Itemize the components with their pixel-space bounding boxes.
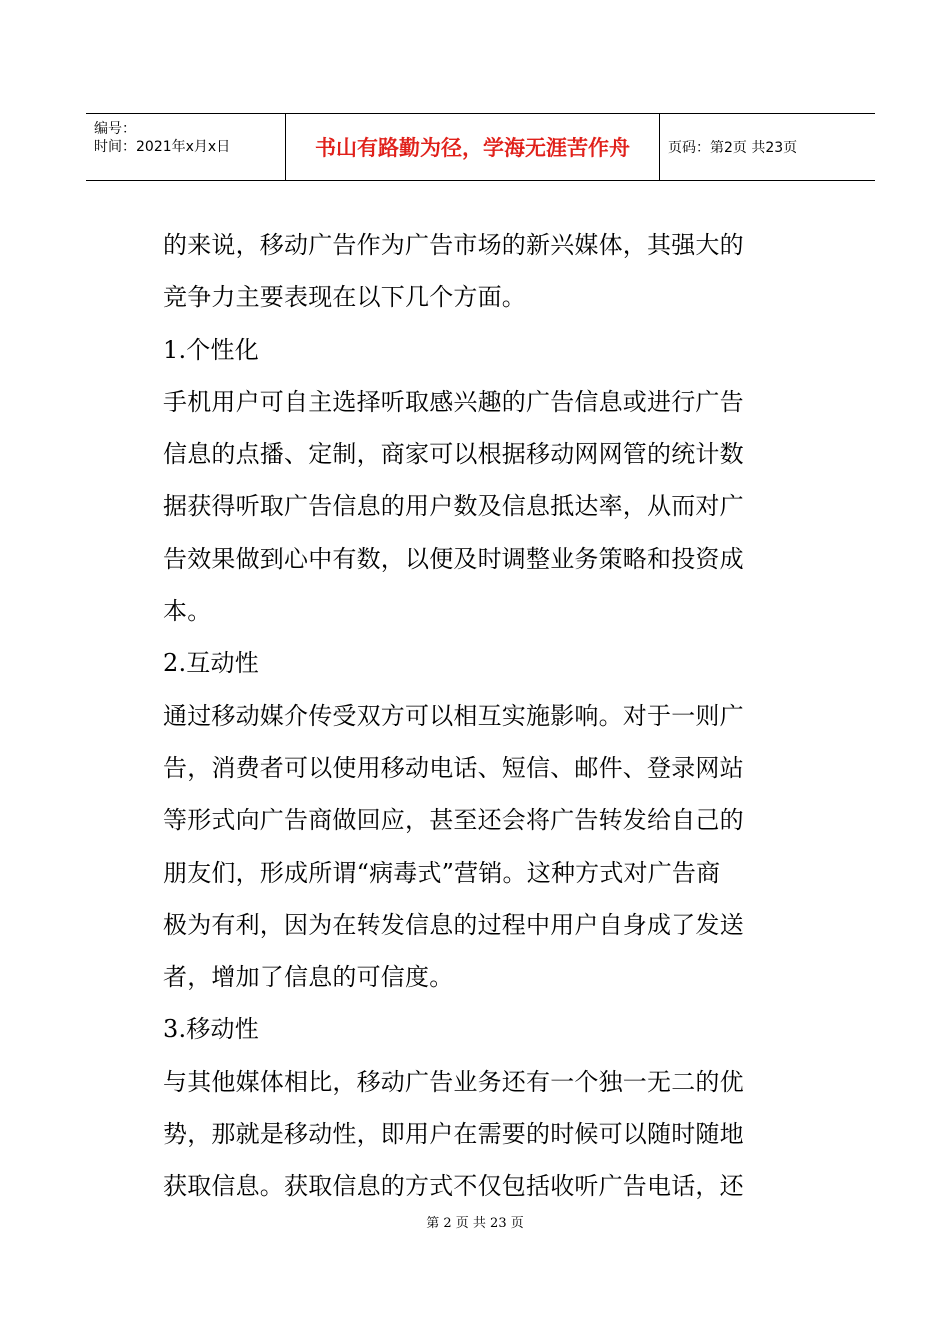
body-line: 信息的点播、定制，商家可以根据移动网网管的统计数 [163,440,744,469]
date-label: 时间：2021年x月x日 [94,139,231,155]
body-line: 告效果做到心中有数，以便及时调整业务策略和投资成 [163,544,744,573]
section-heading: 1.个性化 [163,335,259,364]
body-line: 通过移动媒介传受双方可以相互实施影响。对于一则广 [163,701,744,730]
section-heading: 2.互动性 [163,649,259,678]
body-line: 获取信息。获取信息的方式不仅包括收听广告电话，还 [163,1172,744,1201]
body-line: 据获得听取广告信息的用户数及信息抵达率，从而对广 [163,492,744,521]
header-meta [86,114,286,180]
body-line: 与其他媒体相比，移动广告业务还有一个独一无二的优 [163,1067,744,1096]
body-line: 等形式向广告商做回应，甚至还会将广告转发给自己的 [163,806,744,835]
body-line: 的来说，移动广告作为广告市场的新兴媒体，其强大的 [163,231,744,259]
header-motto: 书山有路勤为径，学海无涯苦作舟 [315,136,630,160]
body-line: 势，那就是移动性，即用户在需要的时候可以随时随地 [163,1120,744,1149]
body-line: 朋友们，形成所谓“病毒式”营销。这种方式对广告商 [163,858,721,887]
body-line: 极为有利，因为在转发信息的过程中用户自身成了发送 [163,910,744,939]
page-header [86,113,875,181]
section-heading: 3.移动性 [163,1015,259,1044]
body-line: 手机用户可自主选择听取感兴趣的广告信息或进行广告 [163,387,744,416]
header-page-info: 页码：第2页 共23页 [668,140,798,156]
body-line: 本。 [163,597,212,626]
body-line: 者，增加了信息的可信度。 [163,963,454,992]
serial-number-label: 编号： [94,121,136,137]
document-body [163,219,783,1213]
page-footer: 第 2 页 共 23 页 [426,1216,524,1231]
body-line: 竞争力主要表现在以下几个方面。 [163,283,526,312]
body-line: 告，消费者可以使用移动电话、短信、邮件、登录网站 [163,753,744,782]
